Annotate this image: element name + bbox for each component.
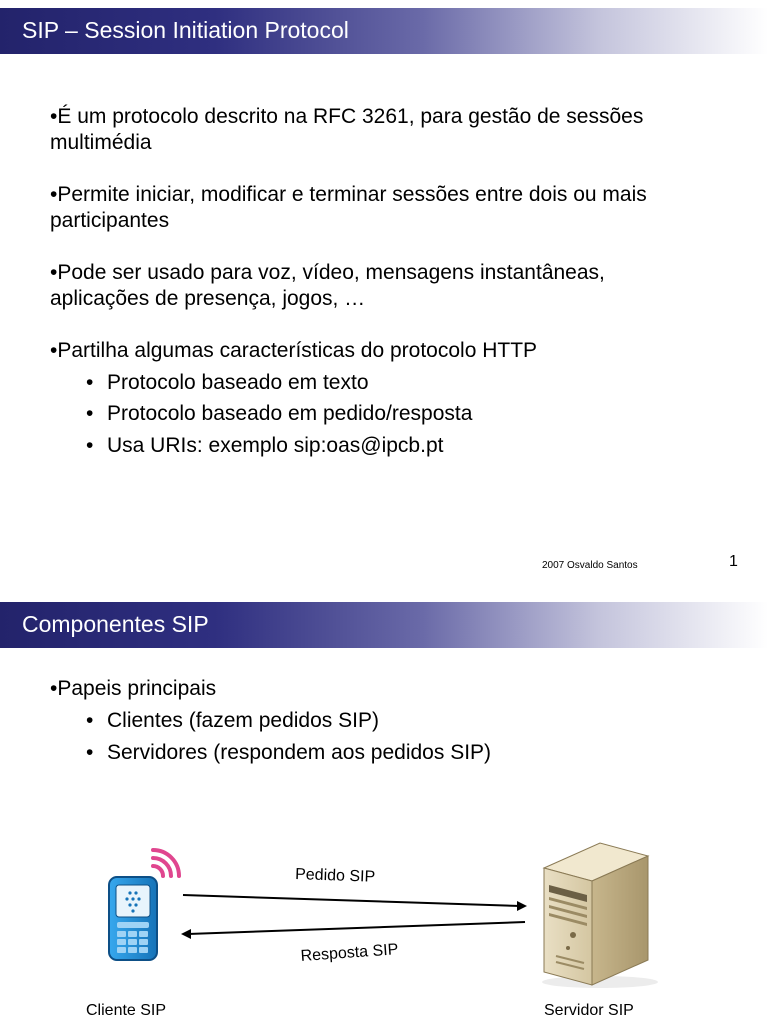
sub-bullet-servers: • Servidores (respondem aos pedidos SIP) [86, 741, 492, 764]
server-caption: Servidor SIP [544, 1002, 634, 1019]
sub-bullet-label: Servidores (respondem aos pedidos SIP) [107, 741, 492, 764]
slide-title: SIP – Session Initiation Protocol [22, 17, 349, 43]
sip-diagram [0, 600, 768, 1024]
mobile-phone-icon [109, 877, 157, 960]
slide-title-bar [0, 8, 768, 54]
sub-bullet-label: Usa URIs: exemplo sip:oas@ipcb.pt [107, 434, 444, 457]
request-label: Pedido SIP [294, 866, 376, 886]
sub-bullet-label: Protocolo baseado em texto [107, 371, 369, 394]
client-caption: Cliente SIP [86, 1002, 167, 1019]
slide-title: Componentes SIP [22, 611, 209, 637]
bullet-rfc: •É um protocolo descrito na RFC 3261, para gestão de sessões multimédia [50, 105, 644, 154]
sub-bullet-text: • Protocolo baseado em texto [86, 371, 369, 394]
slide-2 [0, 600, 768, 1024]
sub-bullet-label: Clientes (fazem pedidos SIP) [107, 709, 379, 732]
bullet-roles: •Papeis principais [50, 677, 217, 700]
bullet-sessions: •Permite iniciar, modificar e terminar sessões entre dois ou mais participantes [50, 183, 647, 232]
sub-bullet-request-response: • Protocolo baseado em pedido/resposta [86, 402, 473, 425]
sub-bullet-clients: • Clientes (fazem pedidos SIP) [86, 709, 379, 732]
response-label: Resposta SIP [300, 941, 399, 965]
bullet-http: •Partilha algumas características do protocolo HTTP [50, 339, 538, 362]
slide-footer: 2007 Osvaldo Santos [542, 560, 638, 571]
server-tower-icon [542, 843, 658, 988]
sub-bullet-label: Protocolo baseado em pedido/resposta [107, 402, 473, 425]
bullet-usage: •Pode ser usado para voz, vídeo, mensagens instantâneas, aplicações de presença, jogos, … [50, 261, 605, 310]
sub-bullet-uris: • Usa URIs: exemplo sip:oas@ipcb.pt [86, 434, 444, 457]
response-arrow [181, 922, 525, 939]
wireless-signal-icon [153, 850, 179, 876]
request-arrow [183, 895, 527, 911]
page-number: 1 [729, 553, 738, 570]
